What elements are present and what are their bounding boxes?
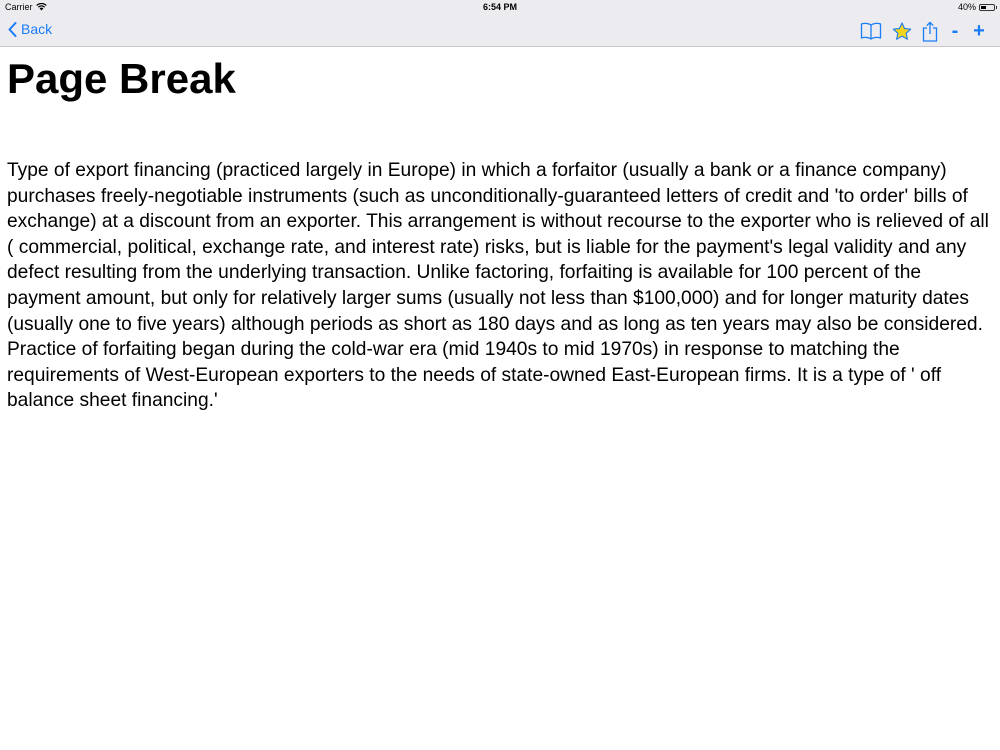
share-button[interactable] [922, 21, 938, 42]
article-body: Type of export financing (practiced largely in Europe) in which a forfaitor (usually a bank or a finance company) purchases freely-negotiable instruments (such as unconditionally-guaranteed letters of credit and 'to order' bills of exchange) at a discount from an exporter. This arrangement is without recourse to the exporter who is relieved of all ( commercial, political, exchange rate, and interest rate) risks, but is liable for the payment's legal validity and any defect resulting from the underlying transaction. Unlike factoring, forfaiting is available for 100 percent of the payment amount, but only for relatively larger sums (usually not less than $100,000) and for longer maturity dates (usually one to five years) although periods as short as 180 days and as long as ten years may also be considered. Practice of forfaiting began during the cold-war era (mid 1940s to mid 1970s) in response to matching the requirements of West-European exporters to the needs of state-owned East-European firms. It is a type of ' off balance sheet financing.' [7, 160, 989, 412]
back-button[interactable] [8, 21, 52, 37]
navigation-bar [0, 15, 1000, 47]
battery-percent: 40% [957, 2, 976, 12]
battery-indicator [958, 2, 995, 12]
share-icon [922, 21, 938, 42]
toolbar [860, 20, 986, 42]
battery-level-fill [981, 6, 986, 9]
favorite-button[interactable] [892, 22, 912, 41]
status-bar [0, 0, 1000, 15]
zoom-out-button[interactable]: - [951, 20, 959, 42]
chevron-left-icon [8, 22, 17, 37]
book-icon [860, 22, 882, 40]
status-time: 6:54 PM [482, 2, 517, 12]
back-label: Back [21, 21, 53, 37]
battery-icon [979, 4, 995, 11]
star-icon [892, 22, 912, 41]
page-title: Page Break [7, 55, 236, 102]
zoom-in-button[interactable]: + [973, 20, 985, 42]
carrier-label: Carrier [5, 2, 33, 12]
bookmarks-button[interactable] [860, 22, 882, 40]
article-content [7, 48, 997, 433]
